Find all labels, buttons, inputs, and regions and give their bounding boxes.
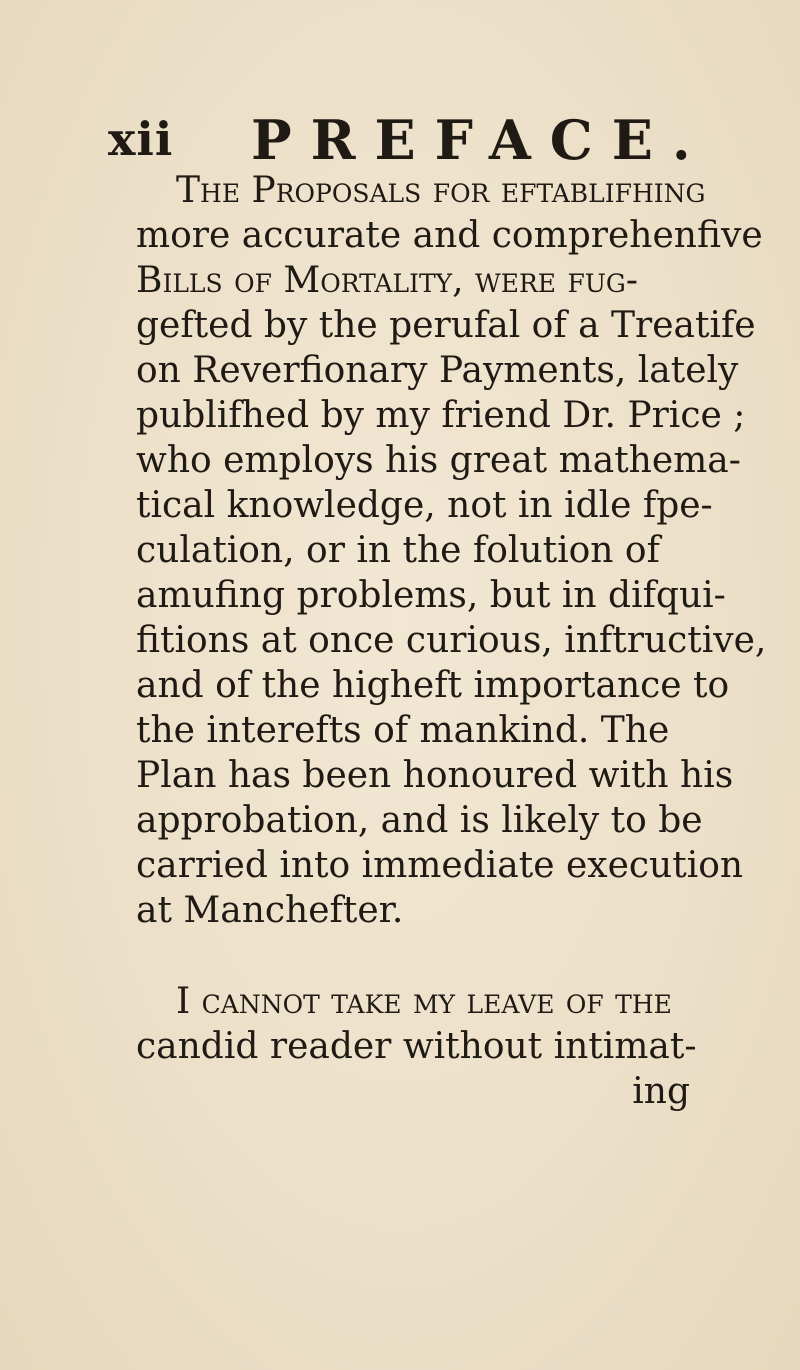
text-line: at Manchefter. xyxy=(136,890,404,931)
text-line: culation, or in the folution of xyxy=(136,530,660,571)
paragraph-proposals xyxy=(136,168,767,933)
running-head: PREFACE. xyxy=(251,108,710,172)
text-line: carried into immediate execution xyxy=(136,845,744,886)
text-line: I cannot take my leave of the xyxy=(176,981,672,1022)
text-line: fitions at once curious, inftructive, xyxy=(136,620,767,661)
text-line: Bills of Mortality, were fug- xyxy=(136,260,639,301)
text-line: more accurate and comprehenfive xyxy=(136,215,763,256)
page-header xyxy=(108,108,710,172)
text-line: amufing problems, but in difqui- xyxy=(136,575,726,616)
text-line: who employs his great mathema- xyxy=(136,440,741,481)
text-line: on Reverfionary Payments, lately xyxy=(136,350,739,391)
text-line: Plan has been honoured with his xyxy=(136,755,734,796)
text-line: candid reader without intimat- xyxy=(136,1026,697,1067)
text-line: approbation, and is likely to be xyxy=(136,800,703,841)
paragraph-leave xyxy=(136,979,696,1069)
text-line: the interefts of mankind. The xyxy=(136,710,670,751)
paragraph-spacer xyxy=(136,933,696,979)
catchword: ing xyxy=(632,1071,690,1112)
text-line: and of the higheft importance to xyxy=(136,665,730,706)
text-line: publifhed by my friend Dr. Price ; xyxy=(136,395,746,436)
text-line: gefted by the perufal of a Treatife xyxy=(136,305,756,346)
text-line: The Proposals for eftablifhing xyxy=(176,170,706,211)
page-number: xii xyxy=(108,112,174,166)
text-line: tical knowledge, not in idle fpe- xyxy=(136,485,713,526)
body-text xyxy=(136,168,767,1114)
